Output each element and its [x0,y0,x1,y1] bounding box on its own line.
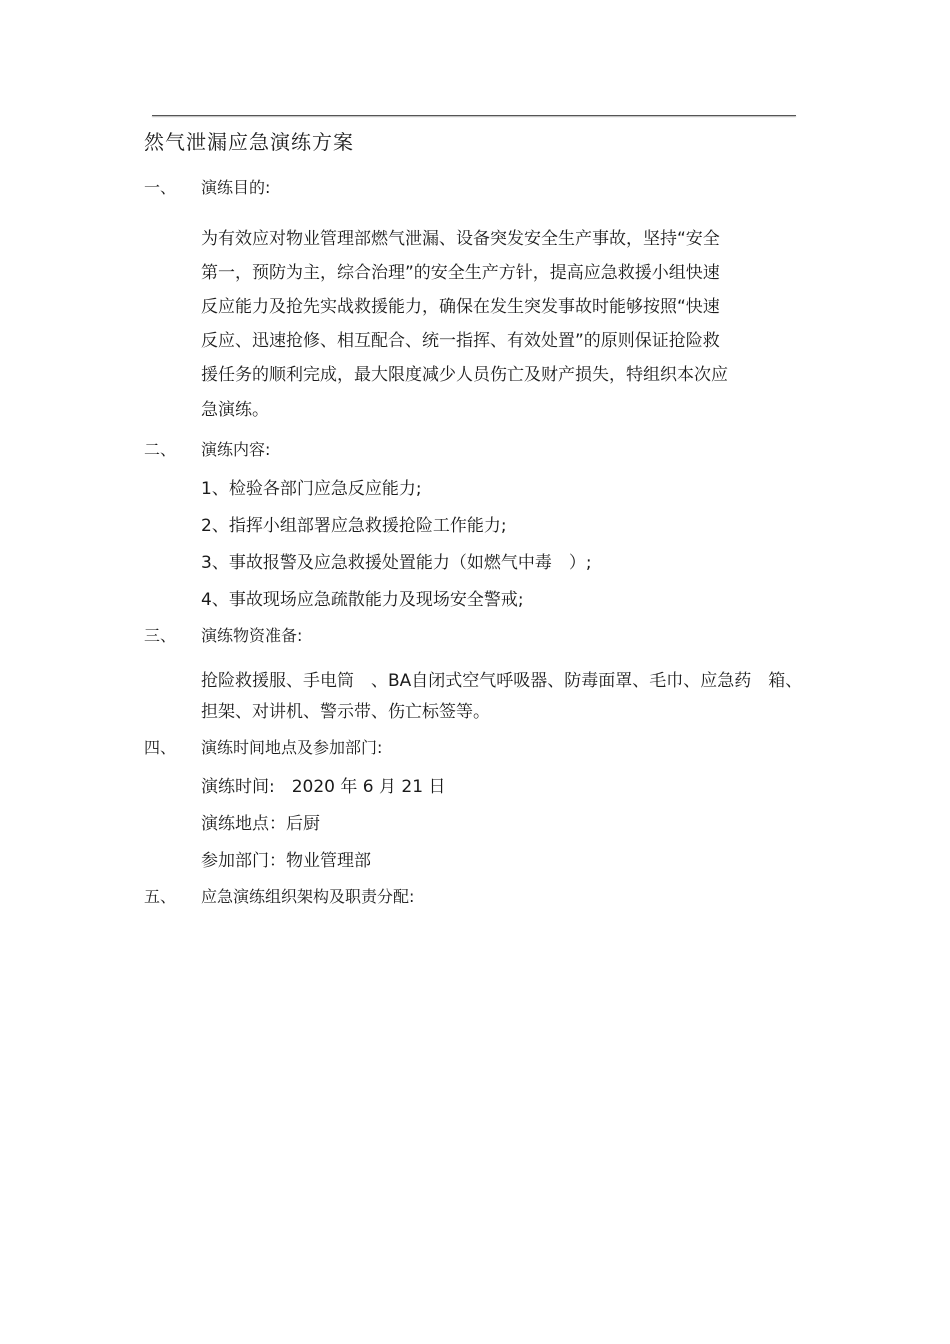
section-1-paragraph-line: 第一，预防为主，综合治理”的安全生产方针，提高应急救援小组快速 [201,263,720,283]
section-2-item: 4、事故现场应急疏散能力及现场安全警戒; [201,590,524,610]
drill-location: 演练地点：后厨 [201,814,320,834]
drill-time: 演练时间: 2020 年 6 月 21 日 [201,777,446,797]
section-2-item: 3、事故报警及应急救援处置能力（如燃气中毒 ）; [201,553,592,573]
section-3-paragraph-line: 担架、对讲机、警示带、伤亡标签等。 [201,702,490,722]
section-5-heading: 应急演练组织架构及职责分配: [201,887,415,906]
section-1-heading: 演练目的: [201,178,271,197]
section-1-paragraph-line: 急演练。 [201,400,269,420]
section-2-item: 2、指挥小组部署应急救援抢险工作能力; [201,516,507,536]
header-rule [152,115,796,116]
section-5-number: 五、 [144,887,177,906]
section-2-item: 1、检验各部门应急反应能力; [201,479,422,499]
section-1-number: 一、 [144,178,177,197]
section-4-number: 四、 [144,738,177,757]
section-2-heading: 演练内容: [201,440,271,459]
section-4-heading: 演练时间地点及参加部门: [201,738,383,757]
section-1-paragraph-line: 援任务的顺利完成，最大限度减少人员伤亡及财产损失，特组织本次应 [201,365,728,385]
participating-department: 参加部门：物业管理部 [201,851,371,871]
section-1-paragraph-line: 反应能力及抢先实战救援能力，确保在发生突发事故时能够按照“快速 [201,297,720,317]
document-title: 然气泄漏应急演练方案 [144,130,354,154]
section-1-paragraph-line: 反应、迅速抢修、相互配合、统一指挥、有效处置”的原则保证抢险救 [201,331,720,351]
section-3-paragraph-line: 抢险救援服、手电筒 、BA自闭式空气呼吸器、防毒面罩、毛巾、应急药 箱、 [201,671,803,691]
section-2-number: 二、 [144,440,177,459]
section-1-paragraph-line: 为有效应对物业管理部燃气泄漏、设备突发安全生产事故，坚持“安全 [201,229,720,249]
section-3-number: 三、 [144,626,177,645]
section-3-heading: 演练物资准备: [201,626,303,645]
